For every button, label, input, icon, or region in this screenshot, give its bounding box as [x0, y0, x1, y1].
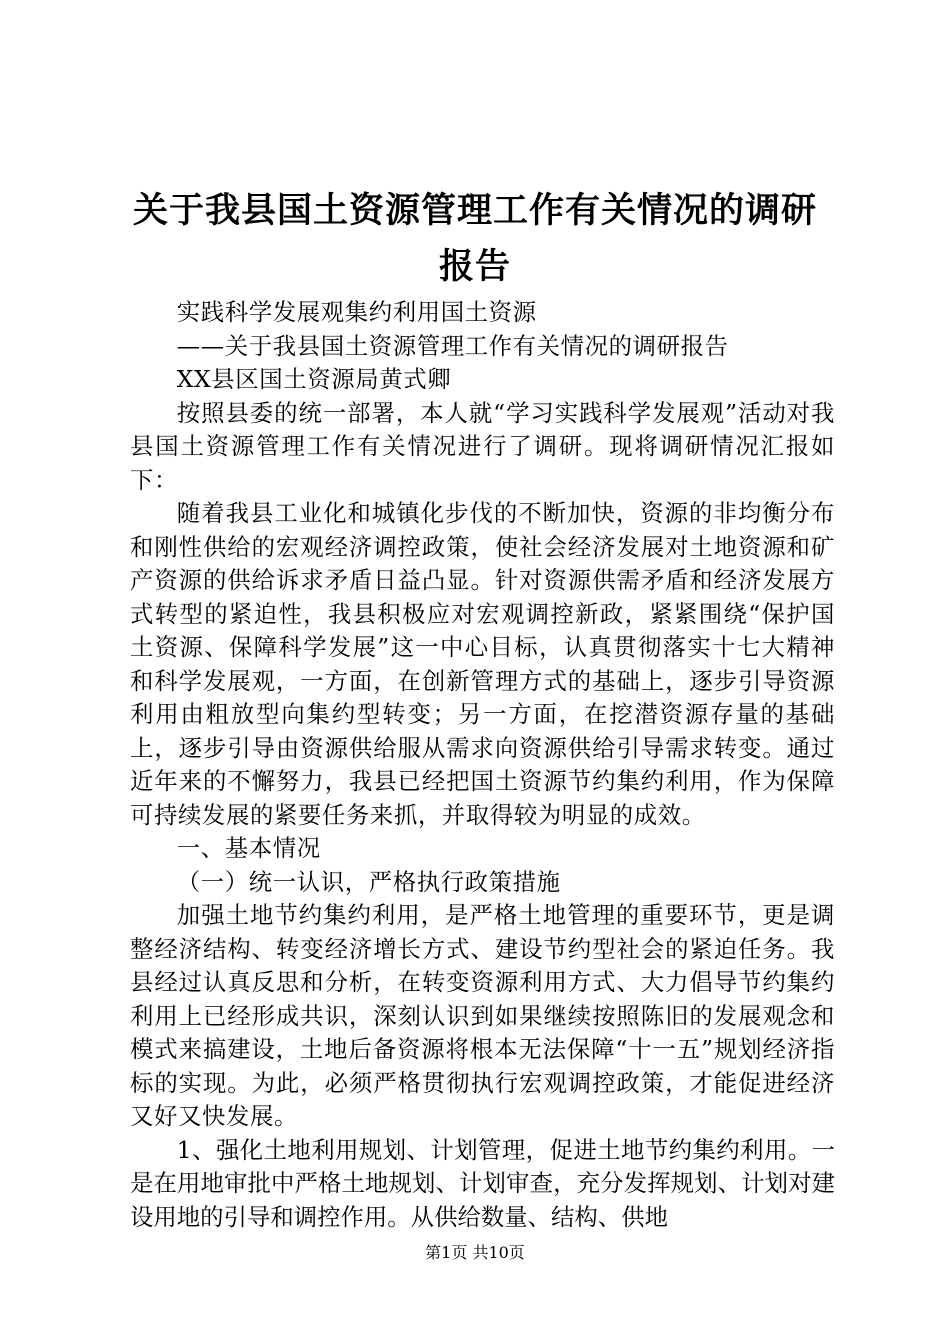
intro-paragraph: 按照县委的统一部署，本人就“学习实践科学发展观”活动对我县国土资源管理工作有关情况进行了调研。现将调研情况汇报如下： [130, 398, 835, 494]
background-paragraph: 随着我县工业化和城镇化步伐的不断加快，资源的非均衡分布和刚性供给的宏观经济调控政策，使社会经济发展对土地资源和矿产资源的供给诉求矛盾日益凸显。针对资源供需矛盾和经济发展方式转型的紧迫性，我县积极应对宏观调控新政，紧紧围绕“保护国土资源、保障科学发展”这一中心目标，认真贯彻落实十七大精神和科学发展观，一方面，在创新管理方式的基础上，逐步引导资源利用由粗放型向集约型转变；另一方面，在挖潜资源存量的基础上，逐步引导由资源供给服从需求向资源供给引导需求转变。通过近年来的不懈努力，我县已经把国土资源节约集约利用，作为保障可持续发展的紧要任务来抓，并取得较为明显的成效。 [130, 499, 835, 829]
document-body [130, 296, 835, 1234]
body-paragraph: 加强土地节约集约利用，是严格土地管理的重要环节，更是调整经济结构、转变经济增长方式、建设节约型社会的紧迫任务。我县经过认真反思和分析，在转变资源利用方式、大力倡导节约集约利用上已经形成共识，深刻认识到如果继续按照陈旧的发展观念和模式来搞建设，土地后备资源将根本无法保障“十一五”规划经济指标的实现。为此，必须严格贯彻执行宏观调控政策，才能促进经济又好又快发展。 [130, 901, 835, 1130]
page-footer: 第1页 共10页 [425, 1243, 525, 1262]
document-title: 关于我县国土资源管理工作有关情况的调研报告 [132, 190, 817, 287]
subtitle-sub-line: ——关于我县国土资源管理工作有关情况的调研报告 [176, 331, 729, 360]
subtitle-line: 实践科学发展观集约利用国土资源 [176, 298, 537, 326]
subsection-heading: （一）统一认识，严格执行政策措施 [176, 867, 561, 896]
author-line: XX县区国土资源局黄式卿 [176, 365, 452, 393]
list-item-paragraph: 1、强化土地利用规划、计划管理，促进土地节约集约利用。一是在用地审批中严格土地规划、计划审查，充分发挥规划、计划对建设用地的引导和调控作用。从供给数量、结构、供地 [130, 1135, 835, 1231]
section-heading: 一、基本情况 [176, 834, 321, 862]
